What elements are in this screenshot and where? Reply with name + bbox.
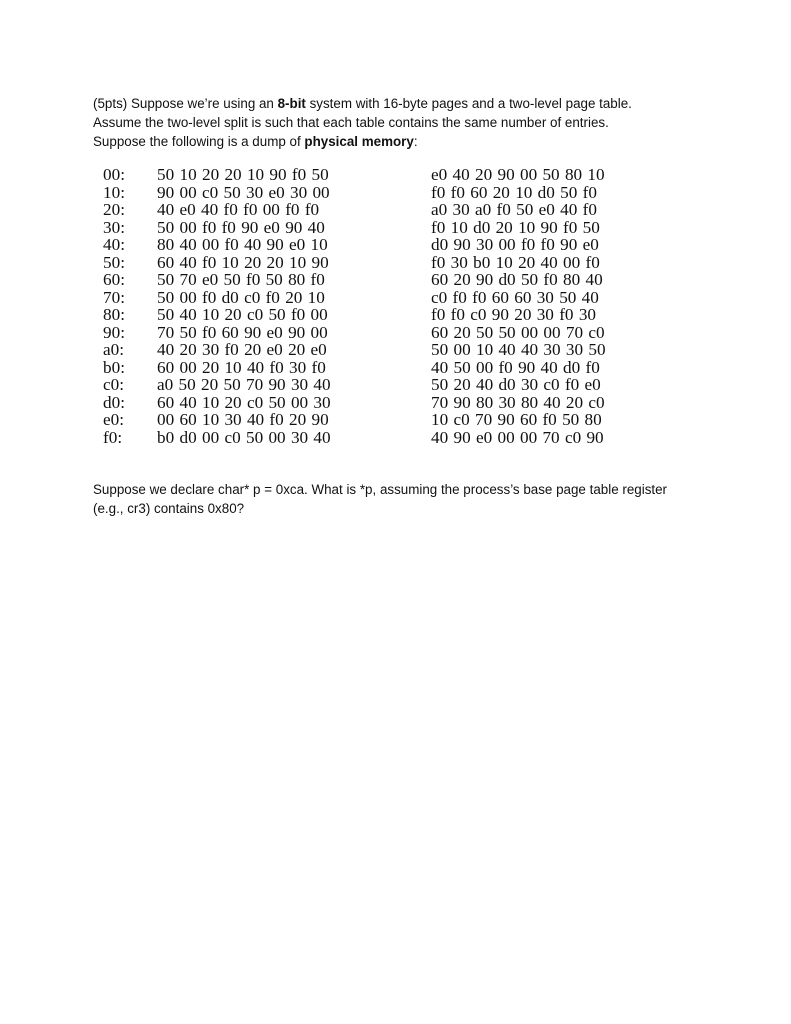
- memory-address: 80:: [103, 305, 125, 324]
- memory-bytes-high: e0 40 20 90 00 50 80 10: [431, 165, 605, 184]
- memory-bytes-low: 50 00 f0 f0 90 e0 90 40: [157, 217, 325, 237]
- bold-physical-memory: physical memory: [304, 134, 414, 149]
- memory-address: 90:: [103, 322, 125, 342]
- memory-bytes-high: 60 20 90 d0 50 f0 80 40: [431, 270, 603, 289]
- memory-bytes-low: 70 50 f0 60 90 e0 90 00: [157, 322, 328, 342]
- memory-row: [103, 271, 606, 289]
- memory-bytes-high: 70 90 80 30 80 40 20 c0: [431, 392, 605, 412]
- memory-address: d0:: [103, 392, 125, 412]
- memory-address: b0:: [103, 357, 125, 377]
- memory-bytes-low: 80 40 00 f0 40 90 e0 10: [157, 235, 328, 254]
- memory-bytes-low: 40 e0 40 f0 f0 00 f0 f0: [157, 200, 320, 219]
- memory-row: [103, 306, 606, 324]
- memory-bytes-high: f0 30 b0 10 20 40 00 f0: [431, 252, 600, 272]
- memory-address: f0:: [103, 427, 123, 447]
- memory-address: c0:: [103, 375, 124, 394]
- intro-line-2: Assume the two-level split is such that each table contains the same number of entries.: [93, 115, 609, 130]
- memory-bytes-low: a0 50 20 50 70 90 30 40: [157, 375, 331, 394]
- intro-line-3: Suppose the following is a dump of physical memory:: [93, 134, 418, 149]
- memory-bytes-low: 60 40 10 20 c0 50 00 30: [157, 392, 331, 412]
- memory-bytes-high: c0 f0 f0 60 60 30 50 40: [431, 287, 599, 307]
- memory-bytes-high: f0 f0 60 20 10 d0 50 f0: [431, 182, 597, 202]
- memory-row: [103, 429, 606, 447]
- memory-bytes-high: 40 50 00 f0 90 40 d0 f0: [431, 357, 600, 377]
- memory-row: [103, 184, 606, 202]
- memory-address: 40:: [103, 235, 125, 254]
- memory-row: [103, 376, 606, 394]
- memory-row: [103, 324, 606, 342]
- question-line-1: Suppose we declare char* p = 0xca. What is *p, assuming the process’s base page table register: [93, 482, 668, 497]
- memory-bytes-high: 60 20 50 50 00 00 70 c0: [431, 322, 605, 342]
- memory-address: e0:: [103, 410, 124, 429]
- memory-row: [103, 166, 606, 184]
- memory-address: 20:: [103, 200, 125, 219]
- question-line-2: (e.g., cr3) contains 0x80?: [93, 501, 245, 516]
- question: [93, 480, 733, 518]
- intro-line-1: (5pts) Suppose we’re using an 8-bit system with 16-byte pages and a two-level page table.: [93, 96, 632, 111]
- memory-row: [103, 201, 606, 219]
- memory-bytes-high: 10 c0 70 90 60 f0 50 80: [431, 410, 602, 429]
- memory-row: [103, 359, 606, 377]
- memory-bytes-high: 50 20 40 d0 30 c0 f0 e0: [431, 375, 601, 394]
- memory-bytes-high: f0 f0 c0 90 20 30 f0 30: [431, 305, 597, 324]
- memory-bytes-high: 50 00 10 40 40 30 30 50: [431, 340, 606, 359]
- memory-address: a0:: [103, 340, 124, 359]
- memory-bytes-low: 50 00 f0 d0 c0 f0 20 10: [157, 287, 325, 307]
- bold-8-bit: 8-bit: [277, 96, 306, 111]
- memory-address: 70:: [103, 287, 125, 307]
- memory-bytes-high: f0 10 d0 20 10 90 f0 50: [431, 217, 600, 237]
- memory-row: [103, 411, 606, 429]
- memory-address: 60:: [103, 270, 125, 289]
- memory-bytes-low: 40 20 30 f0 20 e0 20 e0: [157, 340, 327, 359]
- memory-bytes-high: 40 90 e0 00 00 70 c0 90: [431, 427, 604, 447]
- memory-address: 00:: [103, 165, 125, 184]
- memory-bytes-low: 90 00 c0 50 30 e0 30 00: [157, 182, 330, 202]
- memory-address: 30:: [103, 217, 125, 237]
- memory-bytes-low: 50 70 e0 50 f0 50 80 f0: [157, 270, 325, 289]
- memory-row: [103, 289, 606, 307]
- memory-bytes-low: 60 40 f0 10 20 20 10 90: [157, 252, 329, 272]
- memory-bytes-low: 50 10 20 20 10 90 f0 50: [157, 165, 329, 184]
- memory-row: [103, 236, 606, 254]
- memory-bytes-low: b0 d0 00 c0 50 00 30 40: [157, 427, 331, 447]
- memory-row: [103, 219, 606, 237]
- memory-bytes-low: 50 40 10 20 c0 50 f0 00: [157, 305, 328, 324]
- problem-statement: [93, 94, 753, 151]
- memory-address: 10:: [103, 182, 125, 202]
- memory-row: [103, 254, 606, 272]
- memory-row: [103, 341, 606, 359]
- memory-bytes-low: 60 00 20 10 40 f0 30 f0: [157, 357, 326, 377]
- memory-bytes-high: a0 30 a0 f0 50 e0 40 f0: [431, 200, 597, 219]
- memory-row: [103, 394, 606, 412]
- memory-bytes-low: 00 60 10 30 40 f0 20 90: [157, 410, 329, 429]
- memory-dump: [103, 166, 606, 446]
- memory-address: 50:: [103, 252, 125, 272]
- memory-bytes-high: d0 90 30 00 f0 f0 90 e0: [431, 235, 599, 254]
